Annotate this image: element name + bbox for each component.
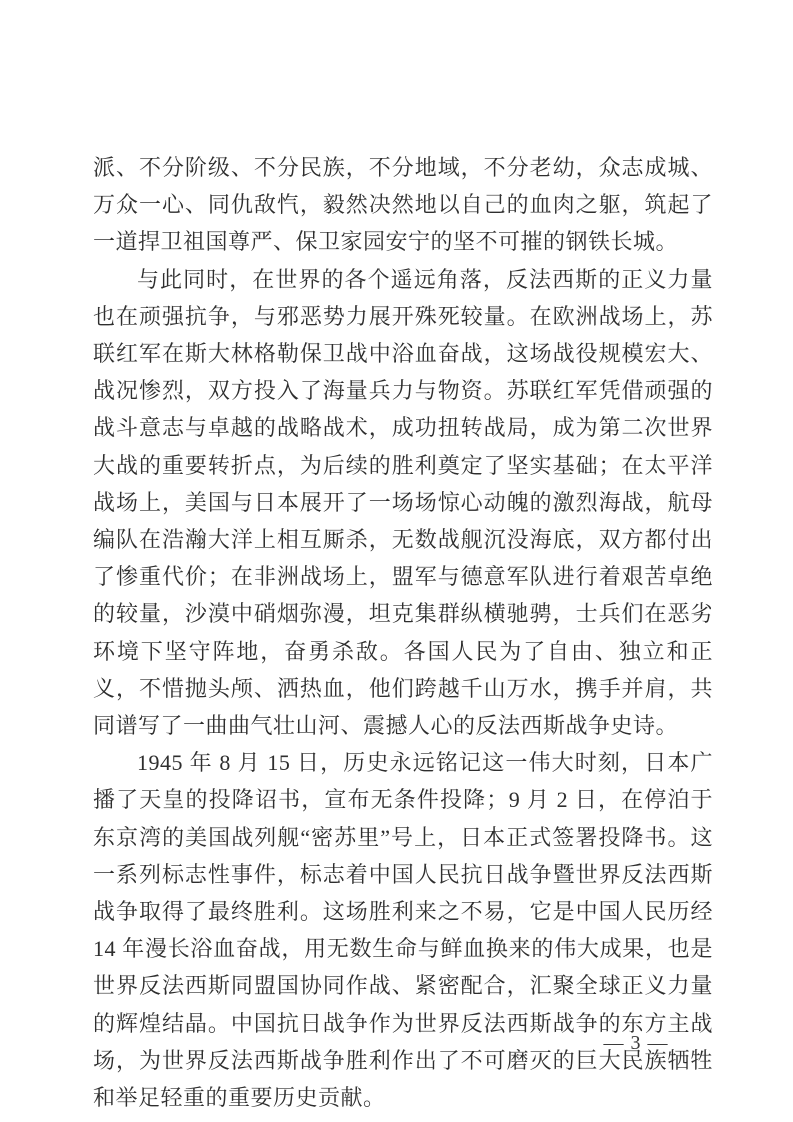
paragraph-victory-1945: 1945 年 8 月 15 日，历史永远铭记这一伟大时刻，日本广播了天皇的投降诏书，宣布无条件投降；9 月 2 日，在停泊于东京湾的美国战列舰“密苏里”号上，日本正式签署投降书。这一系列标志性事件，标志着中国人民抗日战争暨世界反法西斯战争取得了最终胜利。这场胜利来之不易，它是中国人民历经 14 年漫长浴血奋战，用无数生命与鲜血换来的伟大成果，也是世界反法西斯同盟国协同作战、紧密配合，汇聚全球正义力量的辉煌结晶。中国抗日战争作为世界反法西斯战争的东方主战场，为世界反法西斯战争胜利作出了不可磨灭的巨大民族牺牲和举足轻重的重要历史贡献。 [93,750,714,1111]
page-number: — 3 — [603,1032,669,1054]
paragraph-continuation: 派、不分阶级、不分民族，不分地域，不分老幼，众志成城、万众一心、同仇敌忾，毅然决然地以自己的血肉之躯，筑起了一道捍卫祖国尊严、保卫家园安宁的坚不可摧的钢铁长城。 [93,155,713,255]
paragraph-world-antifascist: 与此同时，在世界的各个遥远角落，反法西斯的正义力量也在顽强抗争，与邪恶势力展开殊死较量。在欧洲战场上，苏联红军在斯大林格勒保卫战中浴血奋战，这场战役规模宏大、战况惨烈，双方投入了海量兵力与物资。苏联红军凭借顽强的战斗意志与卓越的战略战术，成功扭转战局，成为第二次世界大战的重要转折点，为后续的胜利奠定了坚实基础；在太平洋战场上，美国与日本展开了一场场惊心动魄的激烈海战，航母编队在浩瀚大洋上相互厮杀，无数战舰沉没海底，双方都付出了惨重代价；在非洲战场上，盟军与德意军队进行着艰苦卓绝的较量，沙漠中硝烟弥漫，坦克集群纵横驰骋，士兵们在恶劣环境下坚守阵地，奋勇杀敌。各国人民为了自由、独立和正义，不惜抛头颅、洒热血，他们跨越千山万水，携手并肩，共同谱写了一曲曲气壮山河、震撼人心的反法西斯战争史诗。 [93,266,713,739]
page-body-text [93,149,713,1116]
